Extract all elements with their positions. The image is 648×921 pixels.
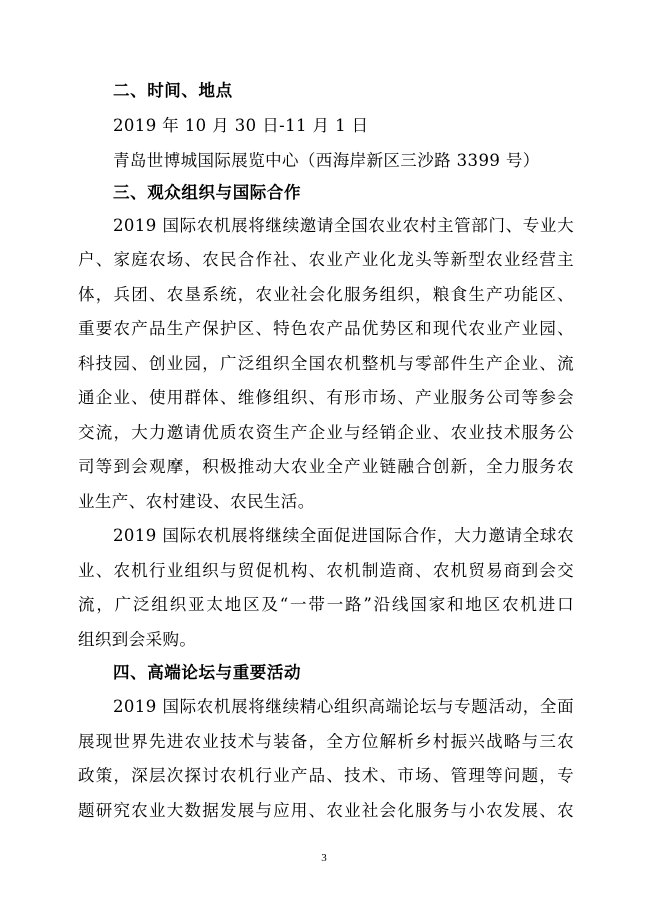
page-number: 3 — [321, 852, 327, 864]
section-3-heading: 三、观众组织与国际合作 — [113, 183, 302, 202]
paragraph-line: 业、农机行业组织与贸促机构、农机制造商、农机贸易商到会交 — [78, 561, 574, 580]
paragraph-line: 政策，深层次探讨农机行业产品、技术、市场、管理等问题，专 — [78, 766, 574, 785]
paragraph-line: 流，广泛组织亚太地区及“一带一路”沿线国家和地区农机进口 — [78, 595, 574, 614]
paragraph-line: 科技园、创业园，广泛组织全国农机整机与零部件生产企业、流 — [78, 354, 574, 373]
section-2-heading: 二、时间、地点 — [113, 81, 233, 100]
section-4-heading: 四、高端论坛与重要活动 — [113, 663, 302, 682]
paragraph-line: 2019 国际农机展将继续精心组织高端论坛与专题活动，全面 — [113, 697, 574, 716]
paragraph-line: 业生产、农村建设、农民生活。 — [78, 492, 315, 511]
event-venue: 青岛世博城国际展览中心（西海岸新区三沙路 3399 号） — [113, 151, 540, 170]
paragraph-line: 组织到会采购。 — [78, 630, 197, 649]
paragraph-line: 户、家庭农场、农民合作社、农业产业化龙头等新型农业经营主 — [78, 250, 574, 269]
paragraph-line: 司等到会观摩，积极推动大农业全产业链融合创新，全力服务农 — [78, 457, 574, 476]
paragraph-line: 题研究农业大数据发展与应用、农业社会化服务与小农发展、农 — [78, 801, 574, 820]
paragraph-line: 重要农产品生产保护区、特色农产品优势区和现代农业产业园、 — [78, 319, 574, 338]
paragraph-line: 通企业、使用群体、维修组织、有形市场、产业服务公司等参会 — [78, 388, 574, 407]
event-date: 2019 年 10 月 30 日-11 月 1 日 — [113, 116, 369, 135]
paragraph-line: 展现世界先进农业技术与装备，全方位解析乡村振兴战略与三农 — [78, 732, 574, 751]
paragraph-line: 2019 国际农机展将继续邀请全国农业农村主管部门、专业大 — [113, 216, 574, 235]
paragraph-line: 2019 国际农机展将继续全面促进国际合作，大力邀请全球农 — [113, 526, 574, 545]
paragraph-line: 交流，大力邀请优质农资生产企业与经销企业、农业技术服务公 — [78, 423, 574, 442]
paragraph-line: 体，兵团、农垦系统，农业社会化服务组织，粮食生产功能区、 — [78, 285, 574, 304]
